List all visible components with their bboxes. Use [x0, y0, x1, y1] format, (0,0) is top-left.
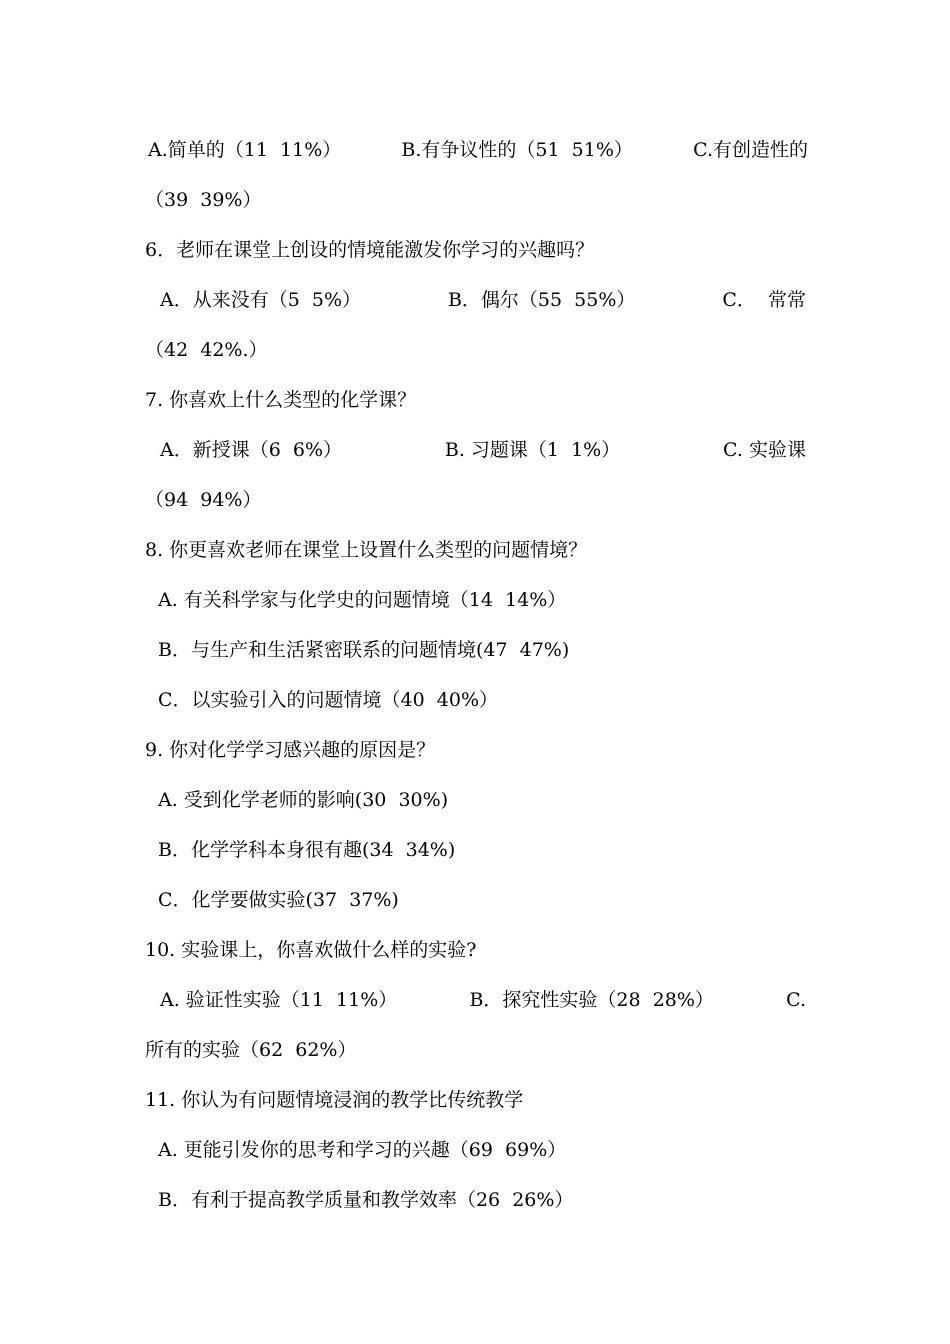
q11-title: 11. 你认为有问题情境浸润的教学比传统教学 — [145, 1089, 524, 1111]
q10-options-row — [160, 985, 806, 1015]
q10-option-b: B．探究性实验（28 28%） — [469, 989, 714, 1011]
q10-option-c-continuation: 所有的实验（62 62%） — [145, 1039, 357, 1061]
q11-option-b: B．有利于提高教学质量和教学效率（26 26%） — [158, 1189, 574, 1211]
q7-option-c-continuation: （94 94%） — [145, 489, 262, 511]
q6-options-row — [160, 285, 806, 315]
q7-option-b: B. 习题课（1 1%） — [444, 439, 621, 461]
q8-option-c: C．以实验引入的问题情境（40 40%） — [158, 689, 499, 711]
q8-option-a: A. 有关科学家与化学史的问题情境（14 14%） — [158, 589, 567, 611]
q8-option-b: B．与生产和生活紧密联系的问题情境(47 47%) — [158, 639, 570, 661]
q5-option-c: C.有创造性的 — [693, 139, 808, 161]
q6-option-b: B．偶尔（55 55%） — [447, 289, 636, 311]
q7-options-row — [160, 435, 806, 465]
q10-option-c: C. — [786, 989, 806, 1011]
q7-option-a: A．新授课（6 6%） — [160, 439, 343, 461]
q5-option-a: A.简单的（11 11%） — [148, 139, 342, 161]
q5-option-b: B.有争议性的（51 51%） — [401, 139, 633, 161]
q10-option-a: A. 验证性实验（11 11%） — [160, 989, 398, 1011]
q7-option-c: C. 实验课 — [723, 439, 806, 461]
q9-option-c: C．化学要做实验(37 37%) — [158, 889, 399, 911]
q6-option-c-continuation: （42 42%.） — [145, 339, 268, 361]
q7-title: 7. 你喜欢上什么类型的化学课？ — [145, 389, 417, 411]
q6-option-c: C． 常常 — [722, 289, 806, 311]
q9-option-a: A. 受到化学老师的影响(30 30%) — [158, 789, 449, 811]
q5-options-row — [148, 135, 808, 165]
q8-title: 8. 你更喜欢老师在课堂上设置什么类型的问题情境？ — [145, 539, 588, 561]
q6-title: 6．老师在课堂上创设的情境能激发你学习的兴趣吗？ — [145, 239, 595, 261]
q5-option-c-continuation: （39 39%） — [145, 189, 262, 211]
q11-option-a: A. 更能引发你的思考和学习的兴趣（69 69%） — [158, 1139, 567, 1161]
q10-title: 10. 实验课上，你喜欢做什么样的实验? — [145, 939, 477, 961]
q9-option-b: B．化学学科本身很有趣(34 34%) — [158, 839, 456, 861]
q6-option-a: A．从来没有（5 5%） — [160, 289, 362, 311]
q9-title: 9. 你对化学学习感兴趣的原因是？ — [145, 739, 436, 761]
